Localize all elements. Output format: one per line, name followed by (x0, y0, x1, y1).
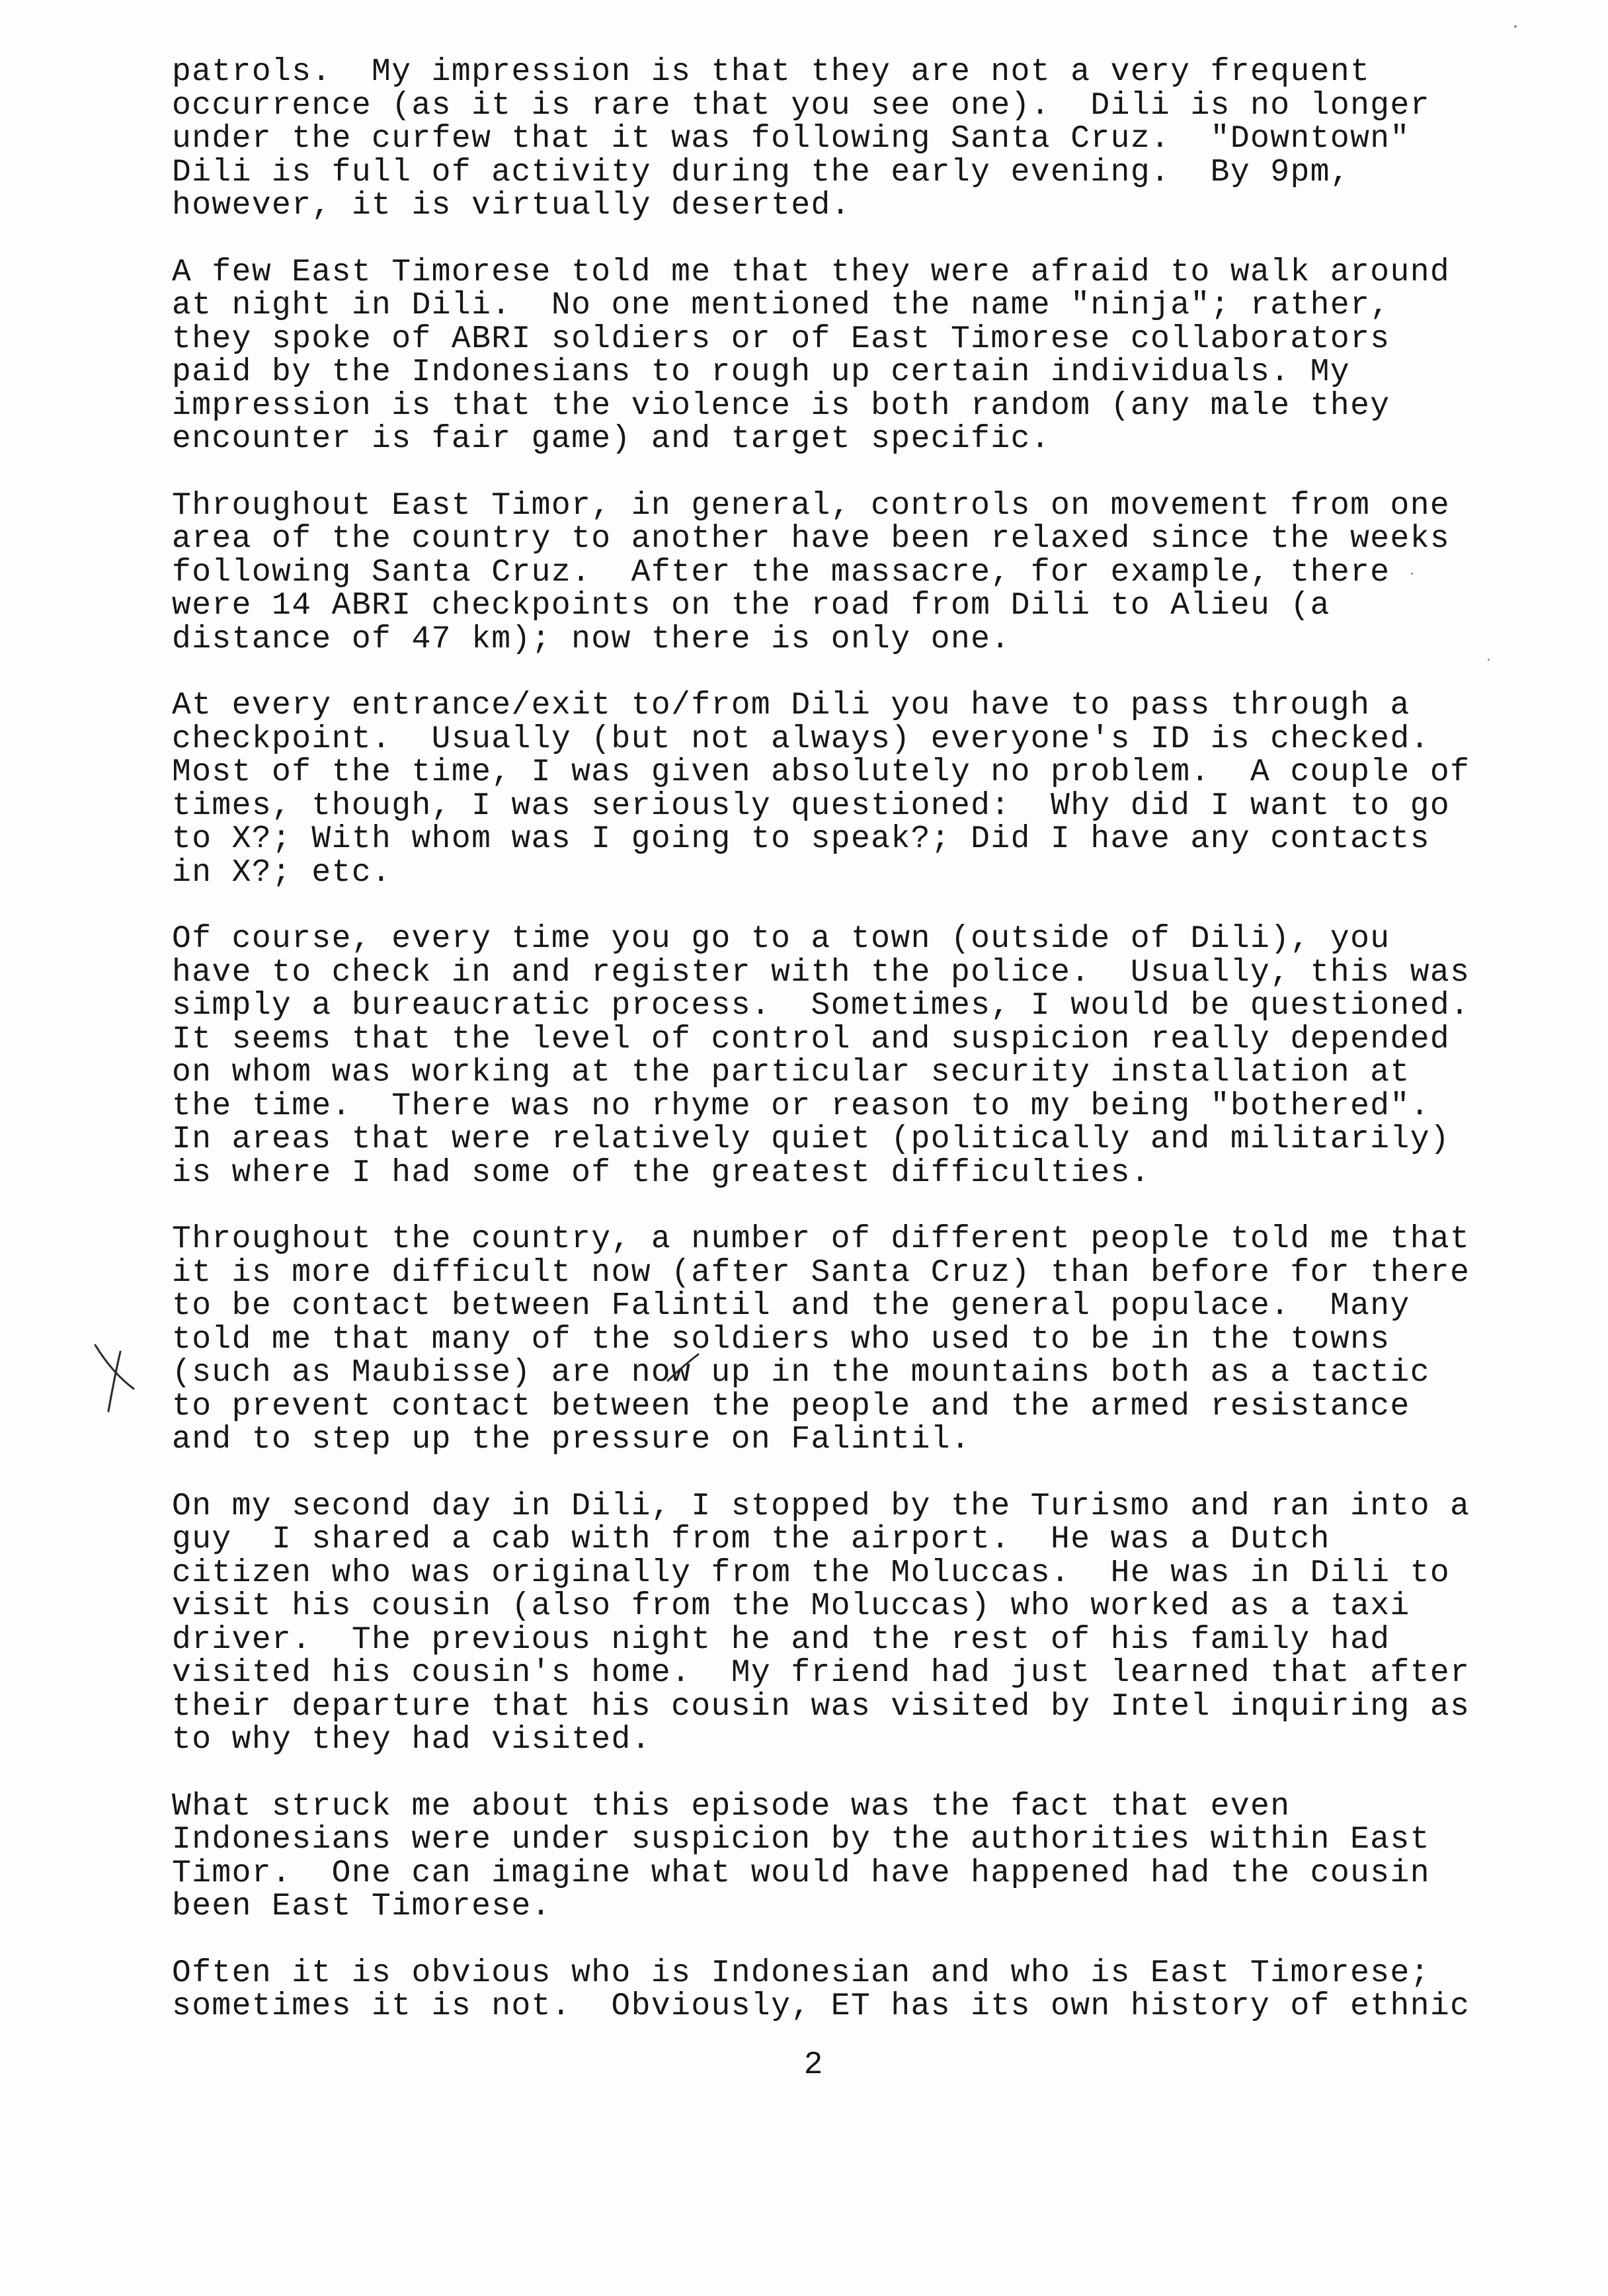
scan-speck (1488, 659, 1490, 661)
text-line: times, though, I was seriously questioned: Why did I want to go (172, 788, 1451, 824)
text-line: driver. The previous night he and the rest of his family had (172, 1621, 1390, 1658)
handwritten-cross-mark (86, 1342, 139, 1415)
text-line: they spoke of ABRI soldiers or of East Timorese collaborators (172, 321, 1390, 357)
text-line: It seems that the level of control and suspicion really depended (172, 1021, 1451, 1057)
text-line: Throughout East Timor, in general, controls on movement from one (172, 487, 1451, 524)
text-line: Most of the time, I was given absolutely no problem. A couple of (172, 755, 1470, 790)
text-line: What struck me about this episode was the fact that even (172, 1788, 1291, 1824)
scan-speck (1514, 25, 1517, 28)
text-line: Throughout the country, a number of different people told me that (172, 1221, 1470, 1257)
text-line: paid by the Indonesians to rough up certain individuals. My (172, 354, 1351, 390)
text-line: at night in Dili. No one mentioned the name "ninja"; rather, (172, 288, 1390, 323)
text-line: been East Timorese. (172, 1889, 551, 1924)
page-number: 2 (803, 2047, 823, 2083)
text-line: (such as Maubisse) are now up in the mountains both as a tactic (172, 1355, 1430, 1391)
scan-speck (1411, 573, 1413, 575)
text-line: visit his cousin (also from the Moluccas) who worked as a taxi (172, 1588, 1410, 1624)
text-line: At every entrance/exit to/from Dili you have to pass through a (172, 688, 1410, 723)
paragraph (172, 1490, 1494, 1757)
text-line: Of course, every time you go to a town (outside of Dili), you (172, 921, 1390, 957)
text-line: guy I shared a cab with from the airport. He was a Dutch (172, 1522, 1330, 1557)
text-line: encounter is fair game) and target specific. (172, 421, 1051, 457)
paragraph (172, 1957, 1494, 2024)
text-line: Indonesians were under suspicion by the authorities within East (172, 1822, 1430, 1858)
text-line: to X?; With whom was I going to speak?; Did I have any contacts (172, 821, 1430, 857)
text-line: in X?; etc. (172, 854, 392, 891)
text-line: sometimes it is not. Obviously, ET has its own history of ethnic (172, 1988, 1470, 2024)
text-line: occurrence (as it is rare that you see one). Dili is no longer (172, 87, 1430, 124)
text-line: simply a bureaucratic process. Sometimes, I would be questioned. (172, 988, 1470, 1024)
text-line: patrols. My impression is that they are not a very frequent (172, 54, 1371, 90)
paragraph (172, 922, 1494, 1190)
text-line: however, it is virtually deserted. (172, 188, 851, 224)
text-line: In areas that were relatively quiet (politically and militarily) (172, 1122, 1451, 1157)
text-line: it is more difficult now (after Santa Cruz) than before for there (172, 1254, 1470, 1291)
handwritten-correction-mark (664, 1352, 704, 1385)
text-line: visited his cousin's home. My friend had just learned that after (172, 1655, 1470, 1691)
text-line: A few East Timorese told me that they were afraid to walk around (172, 254, 1451, 290)
text-line: to why they had visited. (172, 1722, 651, 1758)
text-line: to prevent contact between the people and the armed resistance (172, 1388, 1410, 1424)
text-line: is where I had some of the greatest difficulties. (172, 1155, 1151, 1191)
paragraph (172, 489, 1494, 657)
text-line: Often it is obvious who is Indonesian and who is East Timorese; (172, 1955, 1430, 1991)
text-line: distance of 47 km); now there is only one. (172, 621, 1011, 657)
paragraph (172, 1790, 1494, 1924)
text-line: the time. There was no rhyme or reason to my being "bothered". (172, 1088, 1430, 1124)
paragraph (172, 689, 1494, 889)
text-line: have to check in and register with the police. Usually, this was (172, 954, 1470, 991)
text-line: Dili is full of activity during the early evening. By 9pm, (172, 154, 1351, 190)
paragraph (172, 1223, 1494, 1457)
text-line: Timor. One can imagine what would have happened had the cousin (172, 1855, 1430, 1891)
text-line: following Santa Cruz. After the massacre, for example, there (172, 554, 1390, 591)
paragraph (172, 256, 1494, 456)
paragraph (172, 56, 1494, 223)
text-line: on whom was working at the particular security installation at (172, 1055, 1410, 1090)
text-line: citizen who was originally from the Moluccas. He was in Dili to (172, 1555, 1451, 1591)
text-line: area of the country to another have been relaxed since the weeks (172, 521, 1451, 557)
text-line: checkpoint. Usually (but not always) everyone's ID is checked. (172, 721, 1430, 757)
text-line: were 14 ABRI checkpoints on the road from Dili to Alieu (a (172, 588, 1330, 624)
text-line: their departure that his cousin was visited by Intel inquiring as (172, 1688, 1470, 1725)
text-line: told me that many of the soldiers who used to be in the towns (172, 1321, 1390, 1358)
text-line: under the curfew that it was following Santa Cruz. "Downtown" (172, 121, 1410, 157)
text-line: On my second day in Dili, I stopped by the Turismo and ran into a (172, 1488, 1470, 1524)
text-line: to be contact between Falintil and the general populace. Many (172, 1288, 1410, 1324)
document-body (172, 56, 1494, 2057)
text-line: impression is that the violence is both random (any male they (172, 388, 1390, 424)
text-line: and to step up the pressure on Falintil. (172, 1422, 971, 1457)
